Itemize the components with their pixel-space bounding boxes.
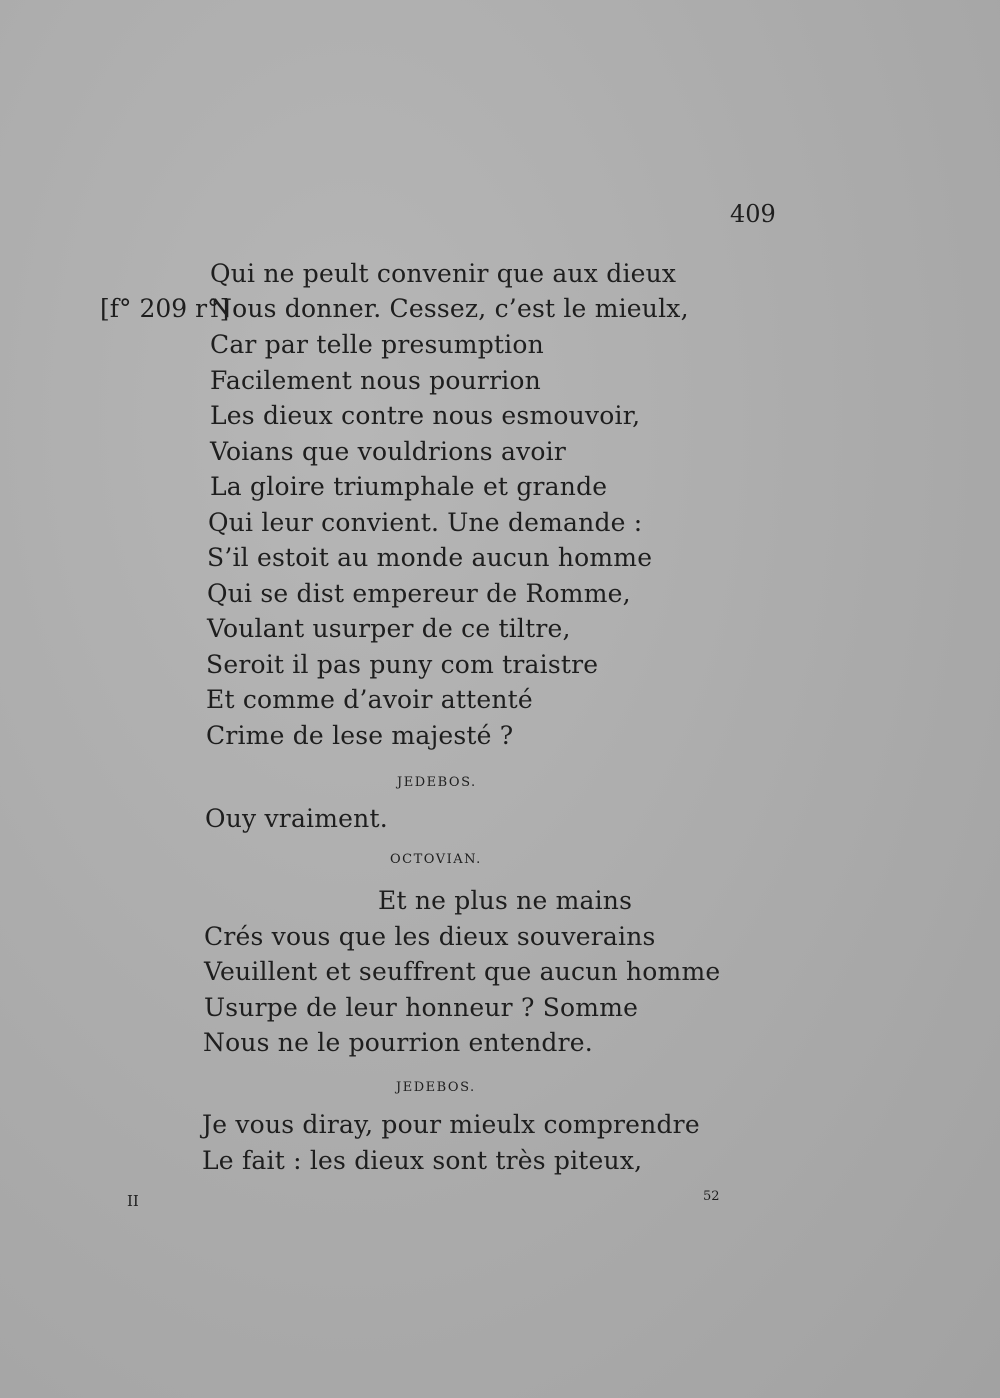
verse-line: Nous ne le pourrion entendre. xyxy=(203,1028,593,1057)
speaker-name: OCTOVIAN. xyxy=(390,852,482,867)
verse-line: Voulant usurper de ce tiltre, xyxy=(207,614,571,643)
signature-mark: 52 xyxy=(703,1189,720,1204)
verse-line: Et comme d’avoir attenté xyxy=(206,685,533,714)
verse-line: Facilement nous pourrion xyxy=(210,366,541,395)
verse-line: Qui ne peult convenir que aux dieux xyxy=(210,259,677,288)
speaker-name: JEDEBOS. xyxy=(397,775,477,790)
verse-line: S’il estoit au monde aucun homme xyxy=(207,543,653,572)
verse-line: Je vous diray, pour mieulx comprendre xyxy=(202,1110,700,1139)
folio-note: [f° 209 r°] xyxy=(100,294,230,323)
verse-line: Les dieux contre nous esmouvoir, xyxy=(210,401,641,430)
verse-line: La gloire triumphale et grande xyxy=(210,472,608,501)
verse-line: Crime de lese majesté ? xyxy=(206,721,514,750)
verse-line: Seroit il pas puny com traistre xyxy=(206,650,599,679)
volume-number: II xyxy=(127,1192,139,1210)
verse-line: Qui se dist empereur de Romme, xyxy=(207,579,631,608)
verse-line: Crés vous que les dieux souverains xyxy=(204,922,656,951)
verse-line: Car par telle presumption xyxy=(210,330,544,359)
verse-line: Usurpe de leur honneur ? Somme xyxy=(204,993,639,1022)
verse-line: Et ne plus ne mains xyxy=(378,886,633,915)
verse-line: Le fait : les dieux sont très piteux, xyxy=(202,1146,643,1175)
verse-line: Nous donner. Cessez, c’est le mieulx, xyxy=(210,294,689,323)
page-number: 409 xyxy=(730,200,776,228)
speaker-name: JEDEBOS. xyxy=(396,1080,476,1095)
verse-line: Veuillent et seuffrent que aucun homme xyxy=(204,957,721,986)
verse-line: Voians que vouldrions avoir xyxy=(210,437,567,466)
verse-line: Qui leur convient. Une demande : xyxy=(208,508,643,537)
verse-line: Ouy vraiment. xyxy=(205,804,388,833)
